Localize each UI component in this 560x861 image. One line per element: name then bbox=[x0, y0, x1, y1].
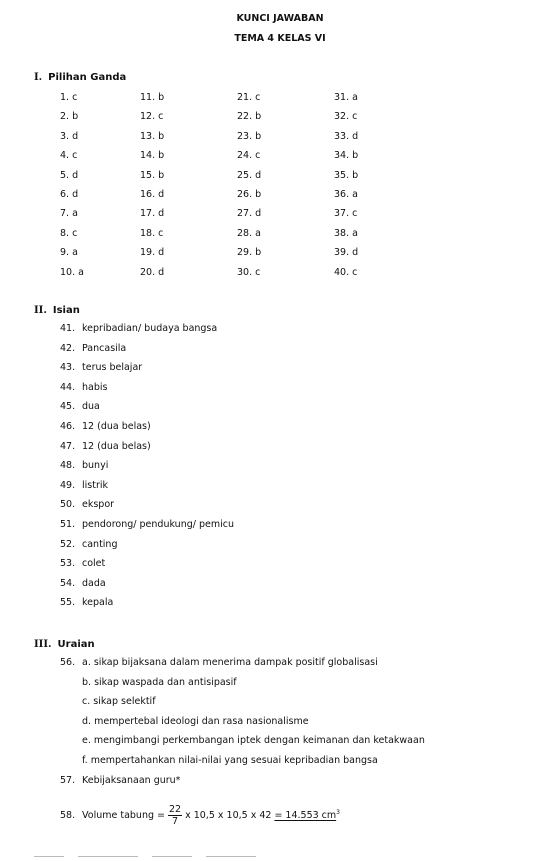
item-number: 56. bbox=[60, 657, 76, 668]
item-text: listrik bbox=[82, 479, 108, 491]
isian-item bbox=[60, 441, 234, 461]
uraian-item-56e: e. mengimbangi perkembangan iptek dengan keimanan dan ketakwaan bbox=[82, 735, 425, 747]
section-pilihan-ganda-heading bbox=[34, 72, 126, 83]
answer-item: 30. c bbox=[237, 266, 261, 278]
item-text: colet bbox=[82, 558, 106, 570]
item-number: 44. bbox=[60, 381, 76, 393]
page-title: KUNCI JAWABAN bbox=[236, 13, 324, 24]
item-text: dada bbox=[82, 577, 106, 589]
answer-item: 39. d bbox=[334, 247, 359, 259]
answer-item: 40. c bbox=[334, 266, 358, 278]
uraian-item-56c: c. sikap selektif bbox=[82, 696, 156, 708]
item-text: kepribadian/ budaya bangsa bbox=[82, 323, 218, 334]
item-number: 42. bbox=[60, 342, 76, 354]
section-title: Isian bbox=[52, 305, 80, 316]
item-text: 12 (dua belas) bbox=[82, 440, 151, 452]
answer-item: 29. b bbox=[237, 247, 262, 259]
mc-column-4 bbox=[334, 92, 358, 286]
answer-item: 4. c bbox=[60, 150, 78, 162]
isian-item bbox=[60, 343, 234, 363]
section-isian-heading bbox=[34, 305, 80, 316]
answer-item: 32. c bbox=[334, 111, 358, 123]
answer-item: 36. a bbox=[334, 188, 358, 200]
item-text: Pancasila bbox=[82, 342, 127, 354]
fraction-denominator: 7 bbox=[172, 816, 179, 827]
result-value: = 14.553 cm bbox=[274, 810, 337, 822]
item-text: pendorong/ pendukung/ pemicu bbox=[82, 518, 234, 530]
unit-superscript: 3 bbox=[336, 809, 340, 817]
answer-item: 6. d bbox=[60, 188, 79, 200]
answer-item: 11. b bbox=[140, 92, 165, 103]
isian-item bbox=[60, 480, 234, 500]
isian-item bbox=[60, 421, 234, 441]
item-text: 12 (dua belas) bbox=[82, 420, 151, 432]
answer-item: 25. d bbox=[237, 169, 262, 181]
uraian-list bbox=[60, 657, 425, 794]
item-text: canting bbox=[82, 538, 118, 550]
item-number: 52. bbox=[60, 538, 76, 550]
answer-item: 2. b bbox=[60, 111, 79, 123]
item-text: terus belajar bbox=[82, 362, 143, 374]
uraian-item-56d: d. mempertebal ideologi dan rasa nasionalisme bbox=[82, 715, 309, 727]
isian-item bbox=[60, 578, 234, 598]
answer-item: 7. a bbox=[60, 208, 78, 220]
section-title: Uraian bbox=[57, 639, 95, 650]
answer-item: 14. b bbox=[140, 150, 165, 162]
item-number: 45. bbox=[60, 401, 76, 413]
section-uraian-heading bbox=[34, 639, 95, 650]
answer-item: 3. d bbox=[60, 130, 79, 142]
answer-item: 31. a bbox=[334, 92, 358, 103]
item-number: 46. bbox=[60, 420, 76, 432]
item-text: a. sikap bijaksana dalam menerima dampak positif globalisasi bbox=[82, 657, 378, 668]
fraction bbox=[168, 804, 182, 827]
answer-item: 20. d bbox=[140, 266, 165, 278]
item-number: 55. bbox=[60, 597, 76, 609]
answer-item: 16. d bbox=[140, 188, 165, 200]
answer-item: 23. b bbox=[237, 130, 262, 142]
answer-item: 10. a bbox=[60, 266, 84, 278]
item-number: 58. bbox=[60, 810, 76, 821]
isian-item bbox=[60, 460, 234, 480]
item-number: 49. bbox=[60, 479, 76, 491]
mc-column-1 bbox=[60, 92, 84, 286]
answer-item: 37. c bbox=[334, 208, 358, 220]
isian-item bbox=[60, 362, 234, 382]
answer-item: 27. d bbox=[237, 208, 262, 220]
section-number: I. bbox=[34, 72, 43, 83]
mc-column-2 bbox=[140, 92, 164, 286]
answer-item: 13. b bbox=[140, 130, 165, 142]
item-number: 54. bbox=[60, 577, 76, 589]
item-number: 51. bbox=[60, 518, 76, 530]
item-number: 53. bbox=[60, 558, 76, 570]
mc-column-3 bbox=[237, 92, 261, 286]
equation-terms: x 10,5 x 10,5 x 42 bbox=[185, 810, 272, 821]
answer-item: 19. d bbox=[140, 247, 165, 259]
isian-item bbox=[60, 382, 234, 402]
uraian-item-58 bbox=[60, 804, 340, 827]
item-number: 47. bbox=[60, 440, 76, 452]
item-text: ekspor bbox=[82, 499, 115, 511]
isian-item bbox=[60, 499, 234, 519]
answer-item: 1. c bbox=[60, 92, 78, 103]
item-number: 41. bbox=[60, 323, 76, 334]
answer-item: 5. d bbox=[60, 169, 79, 181]
item-text: kepala bbox=[82, 597, 114, 609]
isian-item bbox=[60, 401, 234, 421]
answer-item: 9. a bbox=[60, 247, 78, 259]
item-text: habis bbox=[82, 381, 108, 393]
footer-divider bbox=[34, 842, 534, 846]
answer-item: 21. c bbox=[237, 92, 261, 103]
answer-item: 12. c bbox=[140, 111, 164, 123]
answer-item: 22. b bbox=[237, 111, 262, 123]
answer-item: 35. b bbox=[334, 169, 359, 181]
answer-item: 24. c bbox=[237, 150, 261, 162]
uraian-item-56a bbox=[60, 657, 425, 677]
item-number: 50. bbox=[60, 499, 76, 511]
answer-item: 33. d bbox=[334, 130, 359, 142]
section-title: Pilihan Ganda bbox=[48, 72, 127, 83]
item-number: 57. bbox=[60, 774, 76, 786]
section-number: II. bbox=[34, 305, 47, 316]
isian-list bbox=[60, 323, 234, 617]
answer-item: 17. d bbox=[140, 208, 165, 220]
answer-item: 38. a bbox=[334, 227, 358, 239]
item-number: 43. bbox=[60, 362, 76, 374]
page-subtitle: TEMA 4 KELAS VI bbox=[234, 33, 326, 44]
item-number: 48. bbox=[60, 460, 76, 472]
isian-item bbox=[60, 519, 234, 539]
isian-item bbox=[60, 597, 234, 617]
answer-item: 34. b bbox=[334, 150, 359, 162]
item-text: Kebijaksanaan guru* bbox=[82, 774, 181, 786]
item-text: bunyi bbox=[82, 460, 109, 472]
isian-item bbox=[60, 323, 234, 343]
answer-item: 18. c bbox=[140, 227, 164, 239]
item-text: dua bbox=[82, 401, 100, 413]
section-number: III. bbox=[34, 639, 52, 650]
isian-item bbox=[60, 539, 234, 559]
equation-result bbox=[274, 809, 340, 821]
uraian-item-57 bbox=[60, 775, 425, 795]
answer-item: 28. a bbox=[237, 227, 261, 239]
isian-item bbox=[60, 558, 234, 578]
uraian-item-56b: b. sikap waspada dan antisipasif bbox=[82, 676, 237, 688]
answer-item: 15. b bbox=[140, 169, 165, 181]
fraction-numerator: 22 bbox=[168, 804, 182, 815]
equation-label: Volume tabung = bbox=[82, 810, 165, 821]
answer-item: 26. b bbox=[237, 188, 262, 200]
answer-item: 8. c bbox=[60, 227, 78, 239]
uraian-item-56f: f. mempertahankan nilai-nilai yang sesuai kepribadian bangsa bbox=[82, 754, 378, 766]
